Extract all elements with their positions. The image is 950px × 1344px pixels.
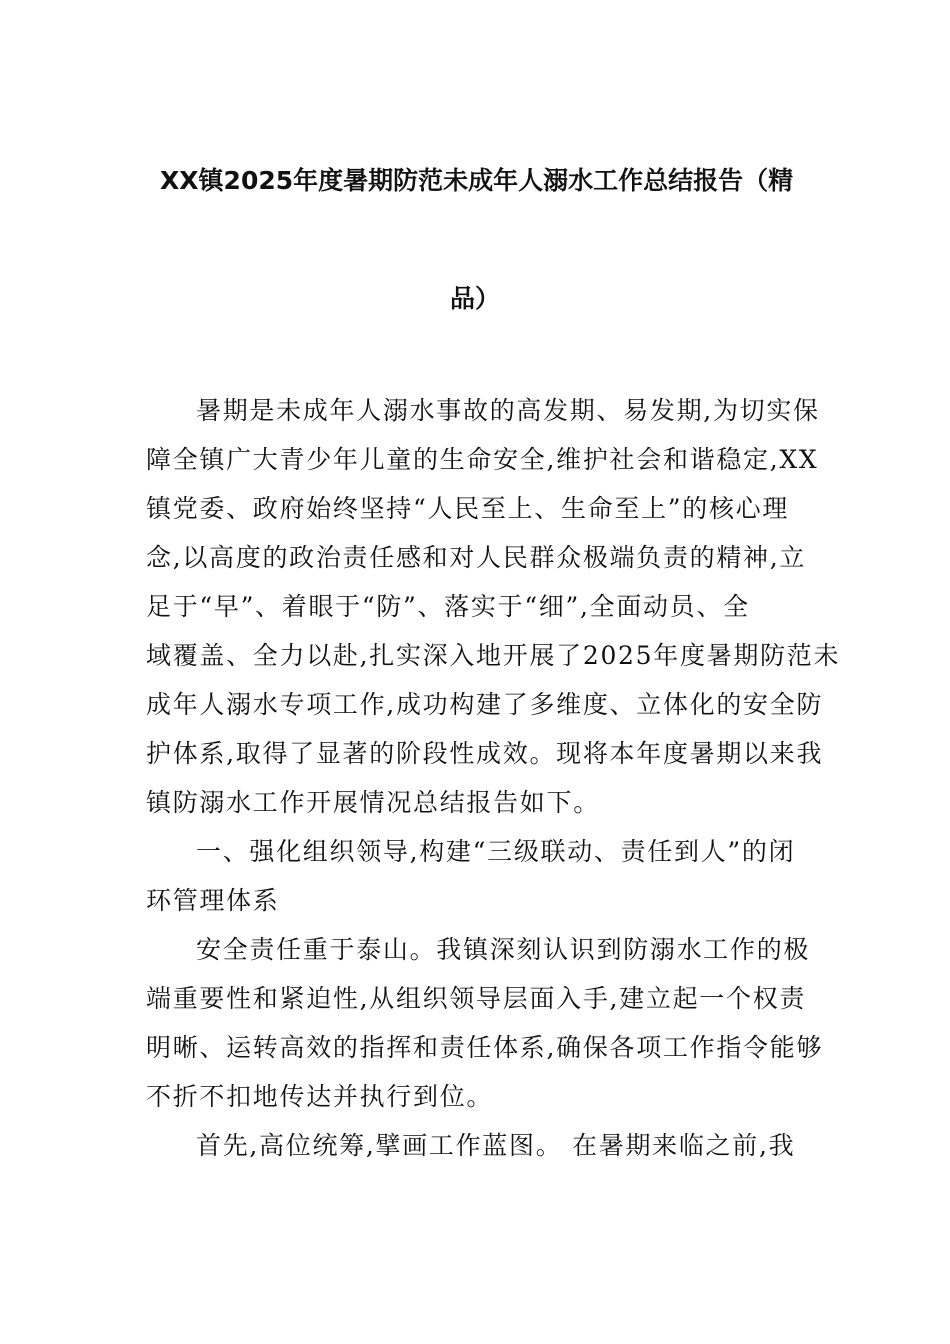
body-line: 明晰、运转高效的指挥和责任体系,确保各项工作指令能够 xyxy=(146,1033,824,1062)
body-line: 端重要性和紧迫性,从组织领导层面入手,建立起一个权责 xyxy=(146,984,807,1013)
body-line: 域覆盖、全力以赴,扎实深入地开展了2025年度暑期防范未 xyxy=(146,641,841,670)
body-line: 镇防溺水工作开展情况总结报告如下。 xyxy=(146,788,600,817)
body-line: 镇党委、政府始终坚持“人民至上、生命至上”的核心理 xyxy=(146,494,790,523)
body-line: 足于“早”、着眼于“防”、落实于“细”,全面动员、全 xyxy=(146,592,750,621)
section-heading-line: 环管理体系 xyxy=(146,886,280,915)
body-line: 首先,高位统筹,擘画工作蓝图。 在暑期来临之前,我 xyxy=(196,1131,796,1160)
body-line: 护体系,取得了显著的阶段性成效。现将本年度暑期以来我 xyxy=(146,739,824,768)
body-line: 暑期是未成年人溺水事故的高发期、易发期,为切实保 xyxy=(196,396,820,425)
section-heading-line: 一、强化组织领导,构建“三级联动、责任到人”的闭 xyxy=(196,837,796,866)
body-line: 障全镇广大青少年儿童的生命安全,维护社会和谐稳定,XX xyxy=(146,445,819,474)
document-body xyxy=(146,386,841,1170)
body-line: 成年人溺水专项工作,成功构建了多维度、立体化的安全防 xyxy=(146,690,824,719)
document-title-line-1: XX镇2025年度暑期防范未成年人溺水工作总结报告（精 xyxy=(160,166,794,195)
body-line: 念,以高度的政治责任感和对人民群众极端负责的精神,立 xyxy=(146,543,807,572)
document-title-line-2: 品） xyxy=(449,284,500,313)
body-line: 安全责任重于泰山。我镇深刻认识到防溺水工作的极 xyxy=(196,935,811,964)
body-line: 不折不扣地传达并执行到位。 xyxy=(146,1082,494,1111)
